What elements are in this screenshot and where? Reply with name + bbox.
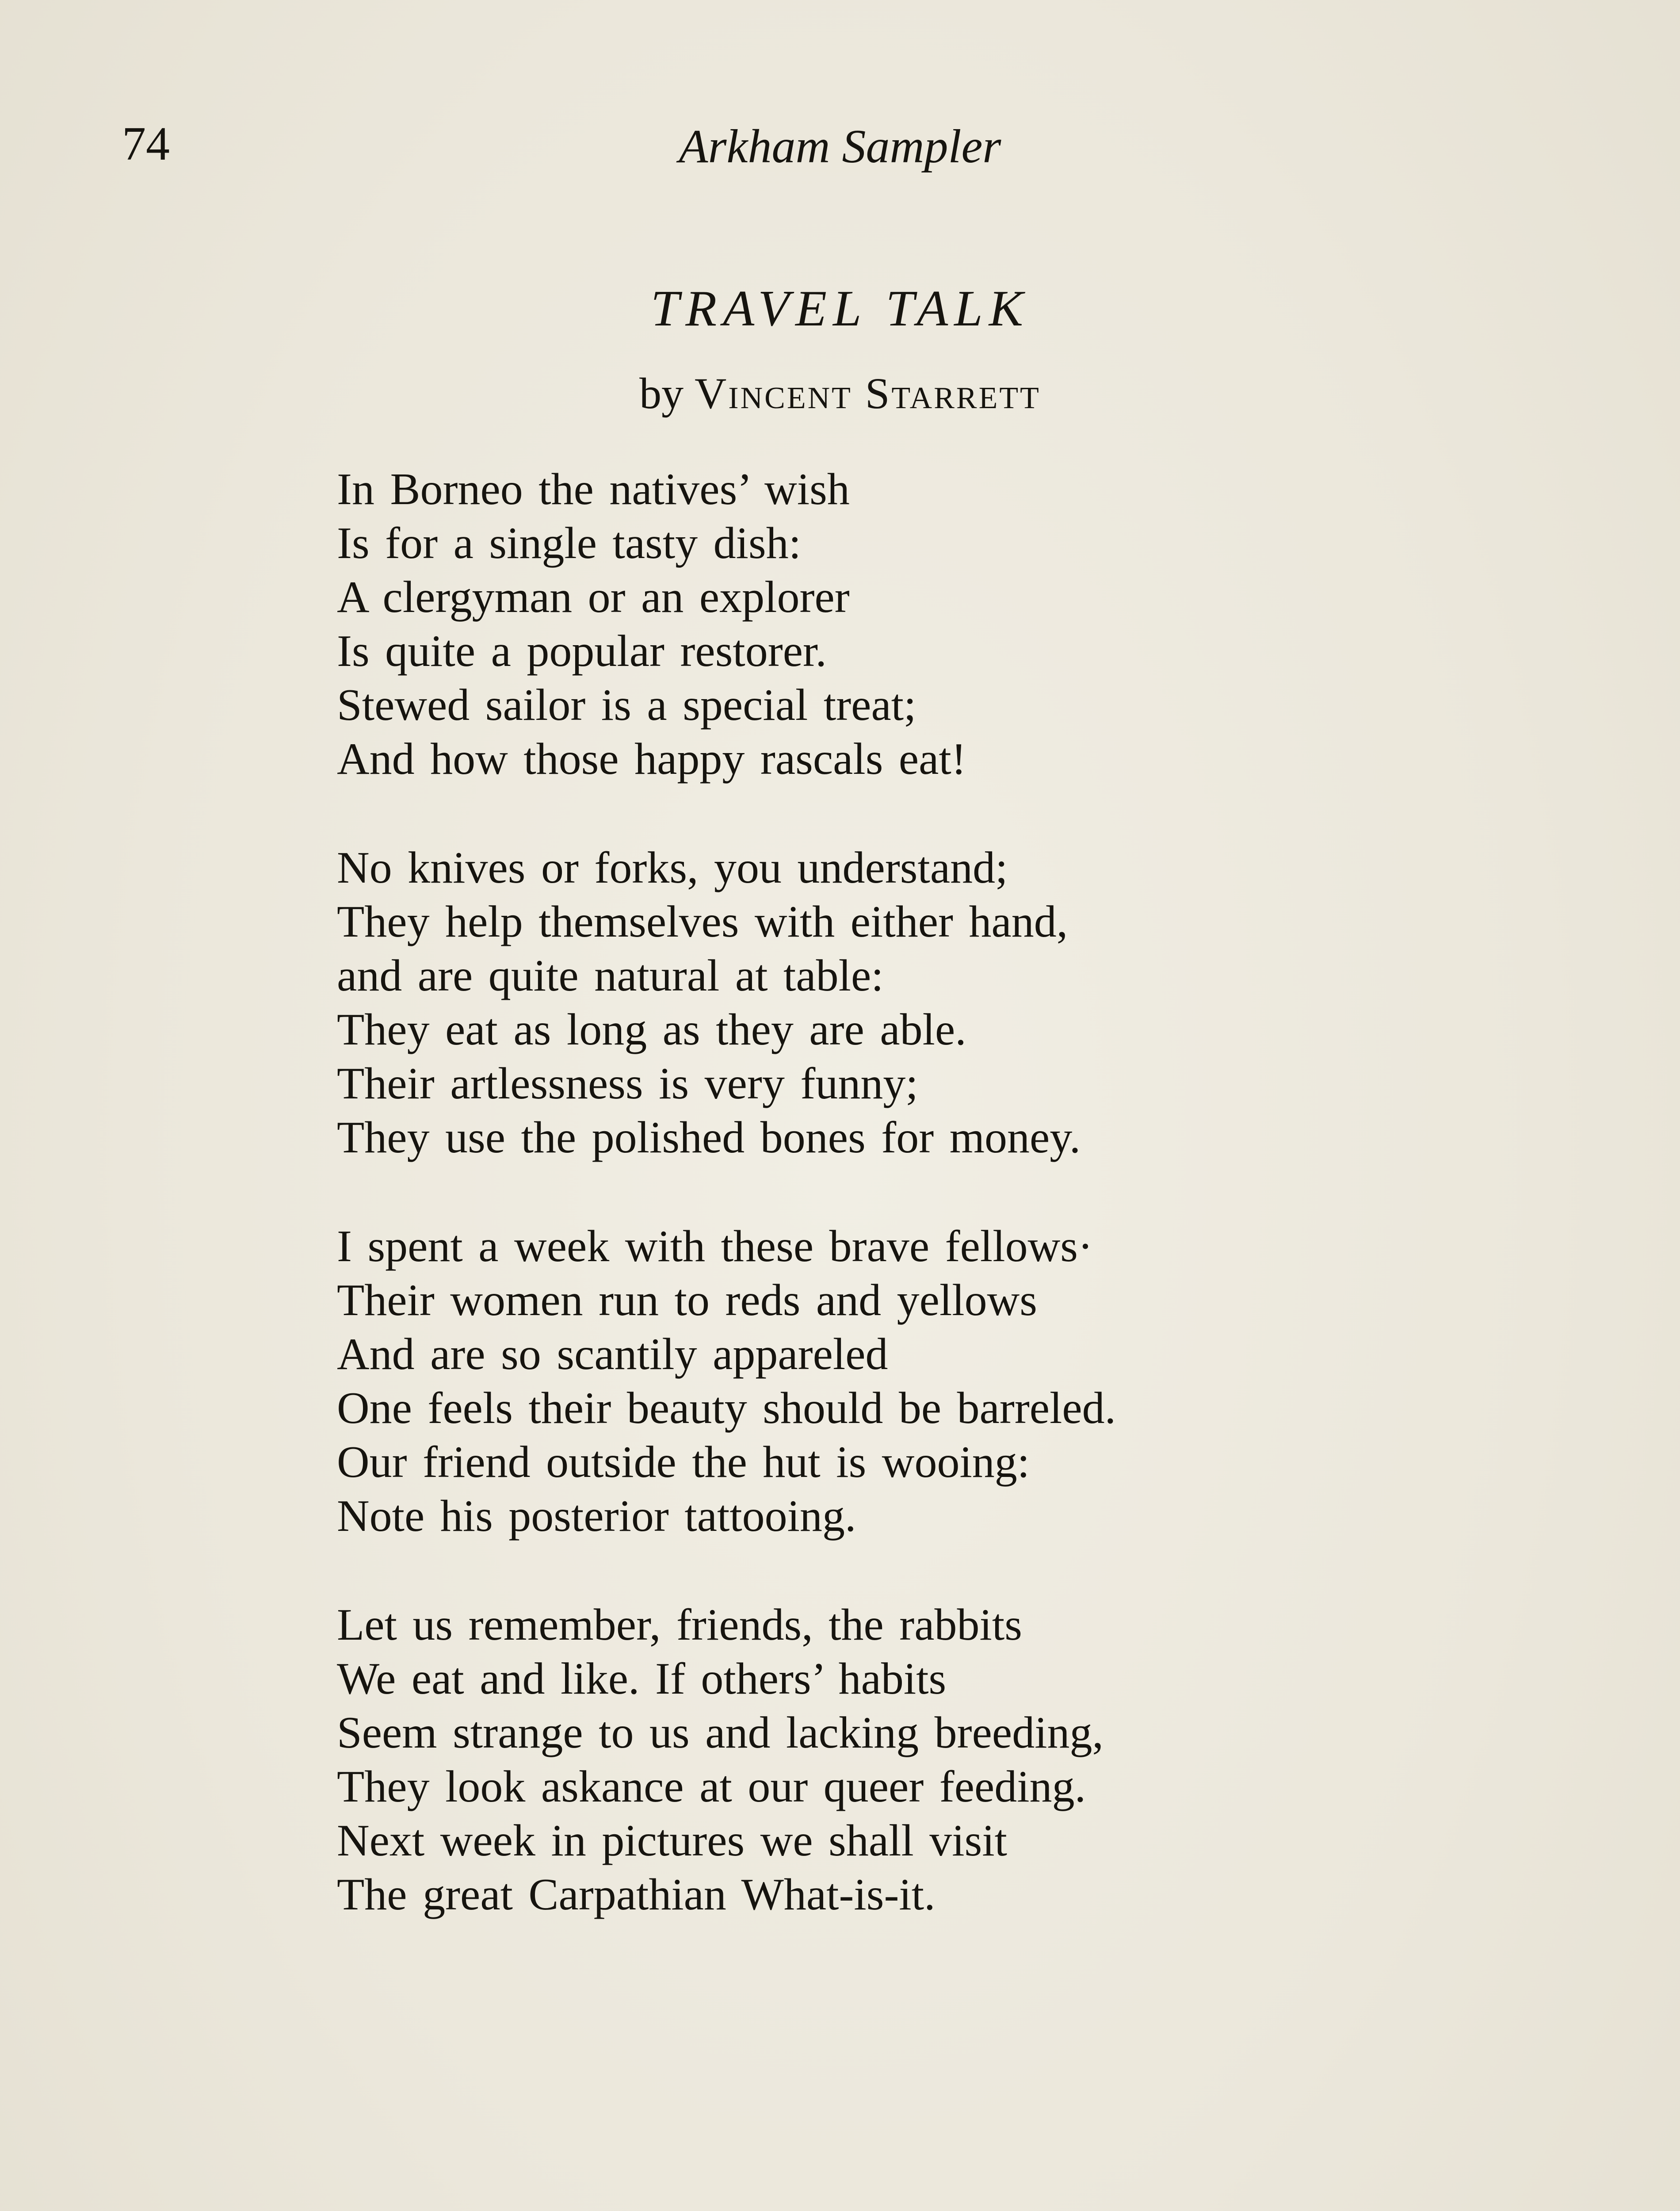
poem-line: One feels their beauty should be barreled. xyxy=(337,1383,1116,1433)
poem-line: Stewed sailor is a special treat; xyxy=(337,680,916,730)
poem-line: They use the polished bones for money. xyxy=(337,1113,1081,1163)
poem-line: They eat as long as they are able. xyxy=(337,1005,966,1055)
poem-line: The great Carpathian What-is-it. xyxy=(337,1870,935,1920)
byline-prefix: by xyxy=(639,369,684,418)
poem-line: Their artlessness is very funny; xyxy=(337,1059,918,1109)
poem-line: They look askance at our queer feeding. xyxy=(337,1762,1086,1812)
poem-line: Our friend outside the hut is wooing: xyxy=(337,1437,1030,1487)
poem-line: Let us remember, friends, the rabbits xyxy=(337,1600,1022,1650)
poem-line: Seem strange to us and lacking breeding, xyxy=(337,1708,1104,1758)
page-number: 74 xyxy=(122,118,170,170)
poem-line: I spent a week with these brave fellows· xyxy=(337,1221,1093,1271)
poem-line: Their women run to reds and yellows xyxy=(337,1275,1037,1325)
poem-line: And are so scantily appareled xyxy=(337,1329,888,1379)
poem-line: and are quite natural at table: xyxy=(337,951,884,1001)
poem-line: Is quite a popular restorer. xyxy=(337,626,827,676)
poem-line: We eat and like. If others’ habits xyxy=(337,1654,947,1704)
poem-body xyxy=(337,463,1531,1977)
poem-line: They help themselves with either hand, xyxy=(337,897,1068,947)
running-head: Arkham Sampler xyxy=(679,120,1001,173)
author-name: Vincent Starrett xyxy=(695,369,1041,418)
poem-line: Note his posterior tattooing. xyxy=(337,1491,856,1541)
poem-line: Next week in pictures we shall visit xyxy=(337,1816,1007,1866)
poem-line: No knives or forks, you understand; xyxy=(337,843,1008,893)
stanza-4 xyxy=(337,1598,1531,1922)
poem-line: In Borneo the natives’ wish xyxy=(337,464,850,514)
poem-line: Is for a single tasty dish: xyxy=(337,518,802,568)
poem-title: TRAVEL TALK xyxy=(650,280,1030,337)
byline xyxy=(0,371,1680,416)
stanza-3 xyxy=(337,1220,1531,1543)
poem-line: A clergyman or an explorer xyxy=(337,572,850,622)
stanza-2 xyxy=(337,841,1531,1165)
stanza-1 xyxy=(337,463,1531,786)
poem-line: And how those happy rascals eat! xyxy=(337,734,966,784)
